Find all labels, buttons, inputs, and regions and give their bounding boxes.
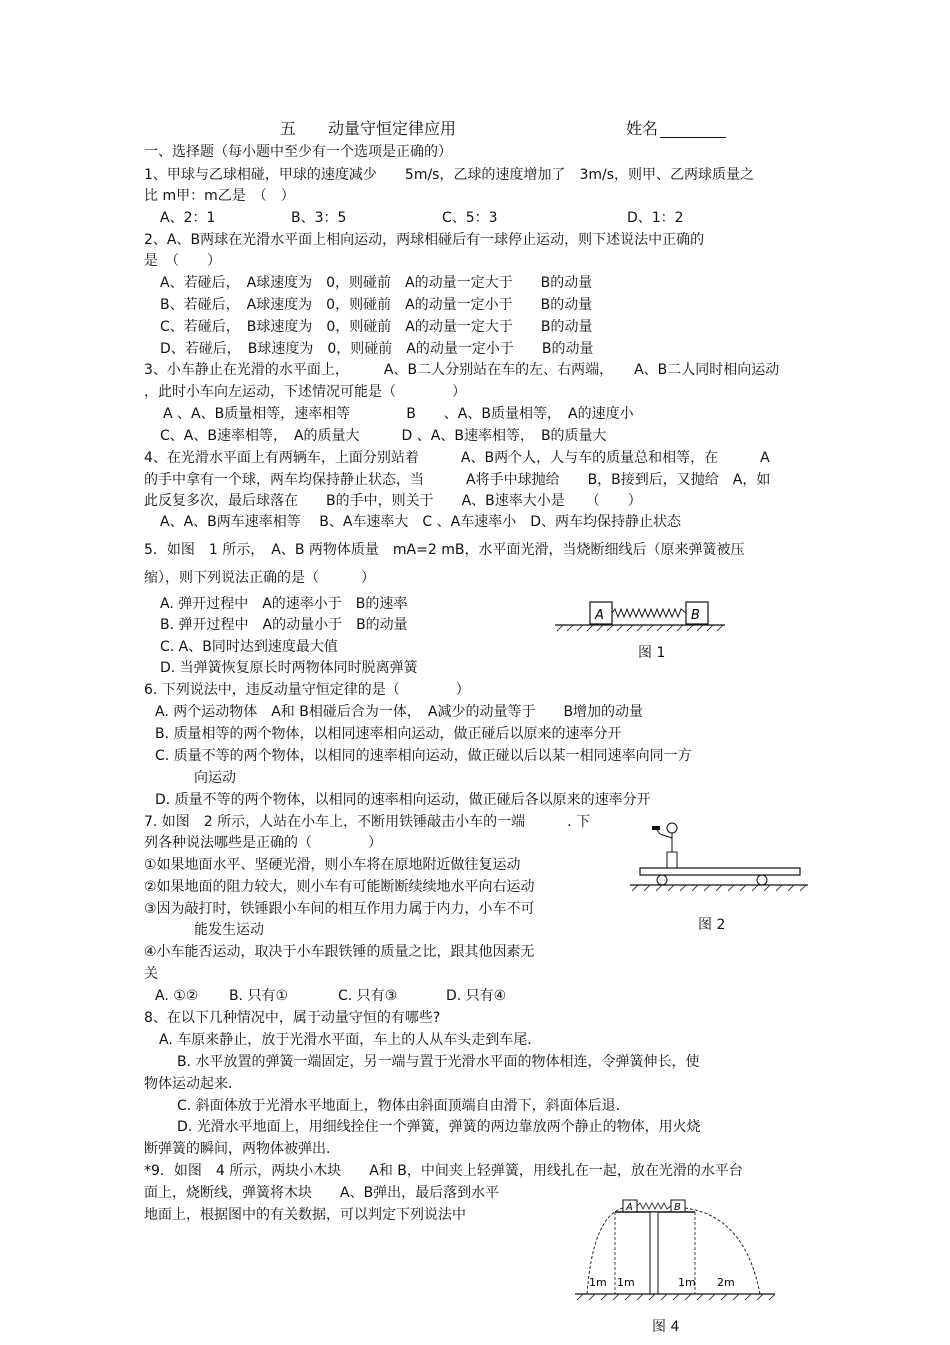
q5-stem-line1: 5．如图 1 所示， A、B 两物体质量 mA=2 mB，水平面光滑，当烧断细线后（原来弹簧被压	[144, 542, 745, 558]
page-title: 五 动量守恒定律应用	[280, 119, 457, 138]
q8-option-d-line2: 断弹簧的瞬间，两物体被弹出.	[144, 1141, 331, 1157]
figure-1-label-a: A	[595, 608, 604, 623]
q4-stem-line3: 此反复多次，最后球落在 B的手中，则关于 A、B速率大小是 （ ）	[144, 493, 642, 509]
figure-1-label-b: B	[691, 608, 700, 623]
figure-4-distance-3: 1m	[678, 1276, 696, 1289]
q2-stem-line2: 是 （ ）	[144, 253, 221, 269]
q7-stem-line1: 7. 如图 2 所示，人站在小车上，不断用铁锤敲击小车的一端 . 下	[144, 814, 591, 830]
figure-4-distance-2: 1m	[617, 1276, 635, 1289]
q6-option-c-line2: 向运动	[194, 770, 236, 786]
q2-option-a: A、若碰后， A球速度为 0，则碰前 A的动量一定大于 B的动量	[160, 275, 593, 291]
figure-2-caption: 图 2	[698, 917, 726, 933]
q8-stem: 8、在以下几种情况中，属于动量守恒的有哪些?	[144, 1010, 441, 1026]
q1-option-b: B、3：5	[291, 210, 347, 226]
q7-option-a: A. ①②	[155, 988, 199, 1004]
q9-stem-line2: 面上，烧断线，弹簧将木块 A、B弹出，最后落到水平	[144, 1185, 500, 1201]
figure-4-projectile-table	[575, 1196, 775, 1306]
q7-statement-4-line1: ④小车能否运动，取决于小车跟铁锤的质量之比，跟其他因素无	[144, 944, 535, 960]
q9-stem-line3: 地面上，根据图中的有关数据，可以判定下列说法中	[144, 1207, 466, 1223]
figure-4-distance-1: 1m	[589, 1276, 607, 1289]
figure-4-caption: 图 4	[652, 1319, 680, 1335]
q7-option-c: C. 只有③	[338, 988, 398, 1004]
q2-option-c: C、若碰后， B球速度为 0，则碰前 A的动量一定大于 B的动量	[160, 319, 593, 335]
q1-option-c: C、5：3	[442, 210, 498, 226]
q6-option-b: B. 质量相等的两个物体，以相同速率相向运动，做正碰后以原来的速率分开	[155, 726, 622, 742]
q7-statement-1: ①如果地面水平、坚硬光滑，则小车将在原地附近做往复运动	[144, 857, 521, 873]
q1-stem-line2: 比 m甲：m乙是 （ ）	[144, 188, 295, 204]
q3-options-cd: C、A、B速率相等， A的质量大 D 、A、B速率相等， B的质量大	[160, 428, 607, 444]
q9-stem-line1: *9．如图 4 所示，两块小木块 A和 B，中间夹上轻弹簧，用线扎在一起，放在光滑的水平台	[144, 1163, 743, 1179]
q5-option-c: C. A、B同时达到速度最大值	[160, 639, 338, 655]
q5-option-a: A. 弹开过程中 A的速率小于 B的速率	[160, 596, 408, 612]
q2-option-d: D、若碰后， B球速度为 0，则碰前 A的动量一定小于 B的动量	[160, 341, 594, 357]
q2-stem-line1: 2、A、B两球在光滑水平面上相向运动，两球相碰后有一球停止运动，则下述说法中正确的	[144, 232, 705, 248]
name-blank-line	[660, 121, 726, 138]
figure-4-label-b: B	[674, 1202, 681, 1213]
name-label: 姓名	[626, 119, 659, 138]
q8-option-a: A. 车原来静止，放于光滑水平面，车上的人从车头走到车尾.	[159, 1032, 532, 1048]
q3-options-ab: A 、A、B质量相等，速率相等 B 、A、B质量相等， A的速度小	[163, 406, 634, 422]
q6-option-d: D. 质量不等的两个物体，以相同的速率相向运动，做正碰后各以原来的速率分开	[155, 792, 651, 808]
q8-option-b-line1: B. 水平放置的弹簧一端固定，另一端与置于光滑水平面的物体相连，令弹簧伸长，使	[177, 1054, 700, 1070]
figure-4-label-a: A	[626, 1202, 633, 1213]
q7-option-b: B. 只有①	[229, 988, 289, 1004]
q3-stem-line1: 3、小车静止在光滑的水平面上， A、B二人分别站在车的左、右两端， A、B二人同时相向运动	[144, 362, 780, 378]
q5-stem-line2: 缩），则下列说法正确的是（ ）	[144, 570, 375, 586]
q6-option-c-line1: C. 质量不等的两个物体，以相同的速率相向运动，做正碰以后以某一相同速率向同一方	[155, 748, 692, 764]
q8-option-d-line1: D. 光滑水平地面上，用细线拴住一个弹簧，弹簧的两边靠放两个静止的物体，用火烧	[177, 1119, 701, 1135]
q7-statement-3-line2: 能发生运动	[194, 922, 264, 938]
q4-stem-line2: 的手中拿有一个球，两车均保持静止状态，当 A将手中球抛给 B，B接到后，又抛给 A，如	[144, 472, 771, 488]
q2-option-b: B、若碰后， A球速度为 0，则碰前 A的动量一定小于 B的动量	[160, 297, 593, 313]
q7-statement-2: ②如果地面的阻力较大，则小车有可能断断续续地水平向右运动	[144, 879, 535, 895]
figure-1-spring-blocks	[555, 598, 725, 634]
q7-stem-line2: 列各种说法哪些是正确的（ ）	[144, 835, 382, 851]
section-heading: 一、选择题（每小题中至少有一个选项是正确的）	[144, 144, 452, 160]
name-field	[626, 120, 726, 138]
q3-stem-line2: ，此时小车向左运动，下述情况可能是（ ）	[144, 384, 466, 400]
figure-2-cart-with-person	[630, 818, 810, 898]
q6-stem: 6. 下列说法中，违反动量守恒定律的是（ ）	[144, 682, 470, 698]
q4-options: A、A、B两车速率相等 B、A车速率大 C 、A车速率小 D、两车均保持静止状态	[160, 514, 681, 530]
figure-1-caption: 图 1	[638, 645, 666, 661]
q1-option-a: A、2：1	[160, 210, 216, 226]
figure-4-distance-4: 2m	[717, 1276, 735, 1289]
q5-option-b: B. 弹开过程中 A的动量小于 B的动量	[160, 617, 408, 633]
q8-option-c: C. 斜面体放于光滑水平地面上，物体由斜面顶端自由滑下，斜面体后退.	[177, 1098, 621, 1114]
q7-statement-4-line2: 关	[144, 966, 158, 982]
q7-option-d: D. 只有④	[446, 988, 507, 1004]
q8-option-b-line2: 物体运动起来.	[144, 1076, 233, 1092]
q6-option-a: A. 两个运动物体 A和 B相碰后合为一体， A减少的动量等于 B增加的动量	[155, 704, 644, 720]
q4-stem-line1: 4、在光滑水平面上有两辆车，上面分别站着 A、B两个人，人与车的质量总和相等，在 A	[144, 450, 770, 466]
q5-option-d: D. 当弹簧恢复原长时两物体同时脱离弹簧	[160, 660, 418, 676]
q1-option-d: D、1：2	[627, 210, 684, 226]
q7-statement-3-line1: ③因为敲打时，铁锤跟小车间的相互作用力属于内力，小车不可	[144, 901, 535, 917]
q1-stem-line1: 1、甲球与乙球相碰，甲球的速度减少 5m/s，乙球的速度增加了 3m/s，则甲、乙两球质量之	[144, 167, 755, 183]
